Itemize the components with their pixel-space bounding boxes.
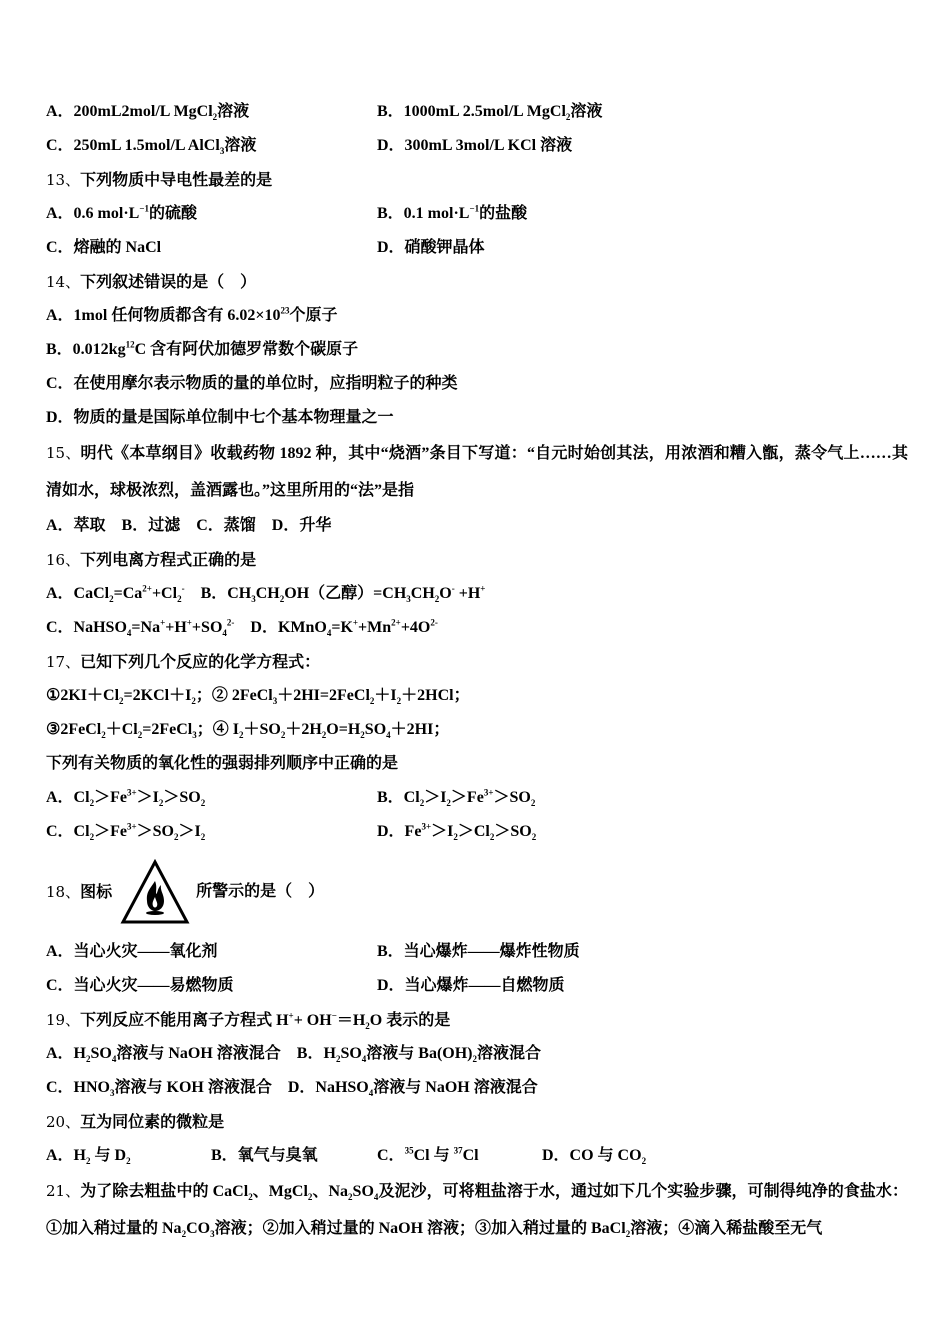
subscript: 2 [212, 112, 218, 123]
text-run: B．Cl [377, 789, 420, 806]
subscript: 4 [373, 1192, 379, 1203]
option-D [377, 129, 572, 163]
options-row [46, 969, 908, 1003]
text-run: A．当心火灾——氧化剂 [46, 943, 218, 960]
subscript: 2 [348, 1192, 353, 1203]
text-run: ＞Cl [457, 823, 490, 840]
text-line [46, 747, 908, 781]
text-run: B．0.012kg [46, 341, 126, 358]
flammable-warning-icon [120, 859, 190, 925]
subscript: 2 [126, 1156, 131, 1167]
text-run: 溶液；④滴入稀盐酸至无气 [630, 1220, 823, 1237]
superscript: −1 [469, 203, 480, 214]
options-row [46, 781, 908, 815]
text-line [46, 1071, 908, 1105]
superscript: 2- [430, 617, 438, 628]
text-line [46, 645, 908, 679]
superscript: + [288, 1010, 294, 1021]
subscript: 2 [625, 1229, 631, 1240]
subscript: 2 [137, 730, 143, 741]
text-run: 溶液 [224, 137, 257, 154]
text-run: 下列叙述错误的是（ ） [80, 274, 257, 291]
text-line [46, 577, 908, 611]
text-run: B．氧气与臭氧 [211, 1147, 318, 1164]
question-number: 17、 [46, 653, 81, 671]
text-line [46, 163, 908, 197]
text-run: D．硝酸钾晶体 [377, 239, 485, 256]
text-run: ＞Fe [94, 789, 127, 806]
text-run: B．0.1 mol·L [377, 205, 470, 222]
subscript: 2 [101, 730, 106, 741]
text-run: ①2KI＋Cl [46, 687, 120, 704]
text-run: ＞I [136, 789, 159, 806]
subscript: 2 [248, 1192, 253, 1203]
subscript: 2 [641, 1156, 647, 1167]
text-line [46, 265, 908, 299]
text-run: D．300mL 3mol/L KCl 溶液 [377, 137, 573, 154]
text-run: 已知下列几个反应的化学方程式： [80, 654, 321, 671]
subscript: 2 [177, 594, 182, 605]
text-run: 溶液 [217, 103, 250, 120]
text-run: =Ca [113, 585, 143, 602]
text-run: +Cl [151, 585, 178, 602]
text-run: ＋2HCl； [401, 687, 470, 704]
text-run: ＞SO [163, 789, 201, 806]
text-run: 溶液混合 [477, 1045, 542, 1062]
text-run: O 表示的是 [369, 1012, 451, 1029]
text-run: 下列物质中导电性最差的是 [80, 172, 273, 189]
subscript: 2 [565, 112, 571, 123]
text-line [46, 509, 908, 543]
question-number: 13、 [46, 171, 81, 189]
text-run: ＞SO [493, 789, 531, 806]
subscript: 3 [110, 1088, 115, 1099]
text-run: ；② 2FeCl [195, 687, 273, 704]
text-run: Cl 与 [413, 1147, 454, 1164]
subscript: 2 [89, 832, 95, 843]
subscript: 2 [86, 1156, 91, 1167]
superscript: 3+ [126, 787, 137, 798]
subscript: 2 [365, 1021, 370, 1032]
text-line [46, 611, 908, 645]
option-C [377, 1139, 479, 1173]
option-C [46, 969, 234, 1003]
option-B [377, 197, 527, 231]
text-line [46, 1003, 908, 1037]
options-row [46, 95, 908, 129]
option-A [46, 935, 218, 969]
subscript: 2 [86, 1054, 91, 1065]
option-B [211, 1139, 318, 1173]
superscript: + [186, 617, 192, 628]
text-run: 、Na [312, 1183, 349, 1200]
superscript: 3+ [126, 821, 137, 832]
superscript: 2- [226, 617, 235, 628]
text-run: 下列有关物质的氧化性的强弱排列顺序中正确的是 [46, 755, 399, 772]
text-run: C．在使用摩尔表示物质的量的单位时，应指明粒子的种类 [46, 375, 458, 392]
text-run: ＞SO [136, 823, 174, 840]
text-run: +Mn [358, 619, 392, 636]
subscript: 2 [321, 730, 327, 741]
text-run: 及泥沙，可将粗盐溶于水，通过如下几个实验步骤，可制得纯净的食盐水：①加入稍过量的 Na [46, 1183, 908, 1237]
superscript: - [451, 583, 455, 594]
text-run: A．CaCl [46, 585, 110, 602]
text-run: 的硫酸 [148, 205, 197, 222]
text-line [46, 1037, 908, 1071]
text-run: +SO [191, 619, 223, 636]
text-run: +H [165, 619, 187, 636]
text-run: ＞Fe [94, 823, 127, 840]
text-run: 所警示的是（ ） [196, 883, 325, 900]
option-C [46, 231, 161, 265]
subscript: 4 [222, 628, 227, 639]
text-run: A．1mol 任何物质都含有 6.02×10 [46, 307, 281, 324]
superscript: 35 [404, 1145, 414, 1156]
subscript: 2 [472, 1054, 478, 1065]
text-run: B．当心爆炸——爆炸性物质 [377, 943, 580, 960]
text-run: 溶液与 Ba(OH) [366, 1045, 473, 1062]
superscript: −1 [139, 203, 149, 214]
subscript: 2 [119, 696, 124, 707]
text-run: D．CO 与 CO [542, 1147, 642, 1164]
text-run: 的盐酸 [479, 205, 528, 222]
question-number: 16、 [46, 551, 81, 569]
text-run: 下列电离方程式正确的是 [80, 552, 257, 569]
question-number: 14、 [46, 273, 81, 291]
superscript: + [352, 617, 359, 628]
text-run: A．萃取 B．过滤 C．蒸馏 D．升华 [46, 517, 332, 534]
text-run: 个原子 [289, 307, 338, 324]
text-run: CH [410, 585, 435, 602]
options-row [46, 815, 908, 849]
text-run: ＞SO [494, 823, 532, 840]
text-run: D．物质的量是国际单位制中七个基本物理量之一 [46, 409, 394, 426]
text-run: 与 D [90, 1147, 127, 1164]
text-run: ；④ I [196, 721, 239, 738]
text-run: SO [90, 1045, 112, 1062]
subscript: 2 [280, 730, 286, 741]
text-run: SO [352, 1183, 374, 1200]
subscript: 2 [453, 832, 458, 843]
text-run: 溶液与 KOH 溶液混合 D．NaHSO [114, 1079, 369, 1096]
text-run: +4O [400, 619, 431, 636]
text-run: A．200mL2mol/L MgCl [46, 103, 213, 120]
text-run: 为了除去粗盐中的 CaCl [80, 1183, 249, 1200]
superscript: − [331, 1010, 337, 1021]
text-run: ＞Fe [450, 789, 484, 806]
options-row [46, 1139, 908, 1173]
text-run: A．Cl [46, 789, 90, 806]
superscript: 2+ [142, 583, 152, 594]
subscript: 2 [191, 696, 196, 707]
text-run: ＞I [424, 789, 447, 806]
text-run: O=H [326, 721, 361, 738]
superscript: 2+ [391, 617, 401, 628]
option-D [377, 231, 485, 265]
text-run: C．NaHSO [46, 619, 127, 636]
text-run: A．H [46, 1045, 87, 1062]
option-C [46, 815, 205, 849]
subscript: 4 [326, 628, 332, 639]
text-run: OH（乙醇）=CH [284, 585, 407, 602]
subscript: 4 [361, 1054, 367, 1065]
question-text [196, 849, 324, 935]
superscript: 3+ [483, 787, 494, 798]
subscript: 4 [111, 1054, 117, 1065]
option-D [377, 969, 565, 1003]
text-run: ＋Cl [105, 721, 138, 738]
text-run: 溶液与 NaOH 溶液混合 B．H [116, 1045, 336, 1062]
question-number: 19、 [46, 1011, 81, 1029]
subscript: 4 [126, 628, 132, 639]
text-run: 溶液 [570, 103, 603, 120]
subscript: 2 [279, 594, 285, 605]
text-run: +H [454, 585, 481, 602]
text-run: ＞I [431, 823, 454, 840]
superscript: + [160, 617, 166, 628]
text-run: B．1000mL 2.5mol/L MgCl [377, 103, 566, 120]
text-line [46, 367, 908, 401]
text-run: C． [377, 1147, 405, 1164]
text-run: 明代《本草纲目》收载药物 1892 种，其中“烧酒”条目下写道：“自元时始创其法，用浓酒和糟入甑，蒸令气上……其清如水，球极浓烈，盖酒露也。”这里所用的“法”是指 [46, 445, 908, 499]
subscript: 2 [200, 798, 206, 809]
subscript: 2 [360, 730, 365, 741]
option-B [377, 95, 602, 129]
text-run: + OH [293, 1012, 332, 1029]
subscript: 2 [396, 696, 402, 707]
text-run: 下列反应不能用离子方程式 H [80, 1012, 289, 1029]
option-D [377, 815, 536, 849]
text-run: ＋2HI； [390, 721, 450, 738]
subscript: 3 [406, 594, 411, 605]
subscript: 2 [489, 832, 495, 843]
superscript: - [181, 583, 185, 594]
text-run: ③2FeCl [46, 721, 102, 738]
subscript: 3 [272, 696, 278, 707]
text-run: C．HNO [46, 1079, 111, 1096]
option-D [542, 1139, 646, 1173]
subscript: 2 [181, 1229, 187, 1240]
text-run: ＋SO [243, 721, 281, 738]
text-line [46, 299, 908, 333]
subscript: 2 [531, 832, 537, 843]
subscript: 2 [530, 798, 536, 809]
superscript: 12 [125, 339, 135, 350]
subscript: 2 [89, 798, 95, 809]
options-row [46, 197, 908, 231]
subscript: 3 [251, 594, 256, 605]
question-text [46, 849, 112, 936]
question-with-icon [46, 849, 908, 935]
text-run: Cl [462, 1147, 479, 1164]
subscript: 3 [210, 1229, 215, 1240]
subscript: 2 [419, 798, 425, 809]
subscript: 2 [158, 798, 164, 809]
text-run: C．当心火灾——易燃物质 [46, 977, 234, 994]
option-B [377, 935, 580, 969]
text-run: 溶液与 NaOH 溶液混合 [373, 1079, 538, 1096]
question-number: 20、 [46, 1113, 81, 1131]
text-run: =2FeCl [142, 721, 193, 738]
text-run: 图标 [80, 883, 113, 901]
text-run: CO [186, 1220, 211, 1237]
subscript: 2 [173, 832, 179, 843]
text-run: =Na [131, 619, 161, 636]
text-run: D．KMnO [234, 619, 327, 636]
text-run: A．H [46, 1147, 87, 1164]
text-run: =K [331, 619, 353, 636]
superscript: 3+ [421, 821, 432, 832]
text-run: D．当心爆炸——自燃物质 [377, 977, 565, 994]
superscript: 37 [453, 1145, 463, 1156]
subscript: 3 [192, 730, 197, 741]
option-A [46, 95, 249, 129]
superscript: + [480, 583, 486, 594]
text-line [46, 1173, 908, 1247]
text-run: SO [364, 721, 387, 738]
subscript: 2 [335, 1054, 341, 1065]
text-run: ＞I [178, 823, 201, 840]
option-B [377, 781, 535, 815]
subscript: 2 [200, 832, 206, 843]
text-line [46, 543, 908, 577]
text-run: CH [255, 585, 280, 602]
subscript: 4 [368, 1088, 374, 1099]
text-line [46, 679, 908, 713]
text-run: C．熔融的 NaCl [46, 239, 162, 256]
text-line [46, 333, 908, 367]
text-run: C．250mL 1.5mol/L AlCl [46, 137, 220, 154]
subscript: 2 [446, 798, 451, 809]
option-A [46, 1139, 131, 1173]
text-run: O [439, 585, 452, 602]
option-C [46, 129, 256, 163]
subscript: 2 [434, 594, 440, 605]
superscript: 23 [280, 305, 290, 316]
question-number: 15、 [46, 444, 81, 462]
options-row [46, 935, 908, 969]
text-run: ＋I [374, 687, 397, 704]
text-run: B．CH [184, 585, 252, 602]
options-row [46, 129, 908, 163]
text-run: ＋2H [285, 721, 322, 738]
text-line [46, 713, 908, 747]
text-run: ＋2HI=2FeCl [277, 687, 370, 704]
text-run: D．Fe [377, 823, 422, 840]
question-number: 18、 [46, 882, 81, 901]
subscript: 3 [219, 146, 225, 157]
exam-document [46, 95, 908, 1247]
text-run: SO [340, 1045, 362, 1062]
text-run: 溶液；②加入稍过量的 NaOH 溶液；③加入稍过量的 BaCl [214, 1220, 626, 1237]
text-run: C 含有阿伏加德罗常数个碳原子 [134, 341, 359, 358]
options-row [46, 231, 908, 265]
subscript: 2 [307, 1192, 313, 1203]
text-line [46, 1105, 908, 1139]
text-line [46, 401, 908, 435]
text-run: ＝H [336, 1012, 366, 1029]
subscript: 4 [386, 730, 391, 741]
text-run: 互为同位素的微粒是 [80, 1114, 225, 1131]
text-run: C．Cl [46, 823, 90, 840]
text-run: 、MgCl [252, 1183, 308, 1200]
subscript: 2 [109, 594, 114, 605]
text-run: =2KCl＋I [123, 687, 192, 704]
question-number: 21、 [46, 1182, 81, 1200]
text-line [46, 435, 908, 509]
text-run: A．0.6 mol·L [46, 205, 140, 222]
subscript: 2 [238, 730, 244, 741]
option-A [46, 197, 197, 231]
subscript: 2 [369, 696, 375, 707]
option-A [46, 781, 205, 815]
